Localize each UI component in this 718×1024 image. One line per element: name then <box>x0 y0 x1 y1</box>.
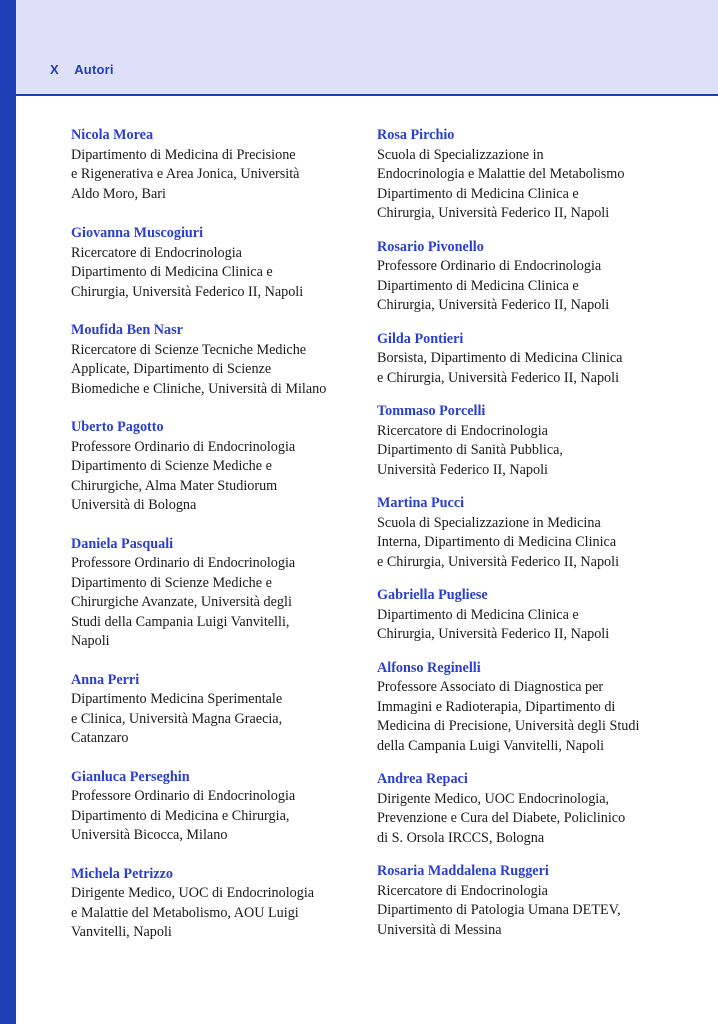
author-affiliation: Dipartimento Medicina Sperimentale e Clinica, Università Magna Graecia, Catanzaro <box>71 691 283 746</box>
page-number: X <box>50 62 59 77</box>
running-head <box>50 62 114 77</box>
author-affiliation: Ricercatore di Scienze Tecniche Mediche Applicate, Dipartimento di Scienze Biomediche e Cliniche, Università di Milano <box>71 341 327 397</box>
author-name: Rosario Pivonello <box>377 238 484 255</box>
author-name: Anna Perri <box>71 671 140 688</box>
author-affiliation: Dipartimento di Medicina Clinica e Chirurgia, Università Federico II, Napoli <box>377 606 610 642</box>
author-affiliation: Ricercatore di Endocrinologia Dipartimento di Patologia Umana DETEV, Università di Messina <box>377 882 621 938</box>
author-affiliation: Ricercatore di Endocrinologia Dipartimento di Medicina Clinica e Chirurgia, Università Federico II, Napoli <box>71 244 304 300</box>
author-name: Alfonso Reginelli <box>377 659 481 676</box>
author-affiliation: Professore Ordinario di Endocrinologia Dipartimento di Scienze Mediche e Chirurgiche, Alma Mater Studiorum Università di Bologna <box>71 438 296 513</box>
page-header <box>16 0 718 94</box>
author-name: Daniela Pasquali <box>71 535 174 552</box>
author-name: Nicola Morea <box>71 127 154 143</box>
author-affiliation: Professore Ordinario di Endocrinologia Dipartimento di Medicina e Chirurgia, Università Bicocca, Milano <box>71 788 296 843</box>
author-affiliation: Borsista, Dipartimento di Medicina Clinica e Chirurgia, Università Federico II, Napoli <box>377 350 623 386</box>
section-title: Autori <box>74 62 114 77</box>
author-entry <box>71 126 361 204</box>
author-entry <box>377 659 677 757</box>
author-name: Andrea Repaci <box>377 771 468 787</box>
author-affiliation: Scuola di Specializzazione in Medicina Interna, Dipartimento di Medicina Clinica e Chirurgia, Università Federico II, Napoli <box>377 514 620 570</box>
right-column <box>377 126 677 940</box>
author-entry <box>377 238 677 316</box>
author-name: Gabriella Pugliese <box>377 587 488 603</box>
author-entry <box>377 770 677 848</box>
side-color-bar <box>0 0 16 1024</box>
header-divider <box>16 94 718 96</box>
author-affiliation: Professore Ordinario di Endocrinologia Dipartimento di Medicina Clinica e Chirurgia, Università Federico II, Napoli <box>377 258 610 313</box>
author-name: Giovanna Muscogiuri <box>71 225 204 241</box>
author-name: Martina Pucci <box>377 495 465 511</box>
author-name: Uberto Pagotto <box>71 419 164 435</box>
author-affiliation: Professore Ordinario di Endocrinologia Dipartimento di Scienze Mediche e Chirurgiche Avanzate, Università degli Studi della Campania Luigi Vanvitelli, Napoli <box>71 555 296 649</box>
author-affiliation: Dipartimento di Medicina di Precisione e Rigenerativa e Area Jonica, Università Aldo Moro, Bari <box>71 146 300 202</box>
author-entry <box>377 126 677 224</box>
author-entry <box>71 671 361 749</box>
author-entry <box>71 418 361 516</box>
author-affiliation: Ricercatore di Endocrinologia Dipartimento di Sanità Pubblica, Università Federico II, Napoli <box>377 422 563 478</box>
author-entry <box>71 768 361 846</box>
author-entry <box>71 321 361 399</box>
left-column <box>71 126 361 943</box>
author-entry <box>71 865 361 943</box>
author-entry <box>71 224 361 302</box>
author-name: Gianluca Perseghin <box>71 768 190 785</box>
author-entry <box>71 535 361 652</box>
author-affiliation: Scuola di Specializzazione in Endocrinologia e Malattie del Metabolismo Dipartimento di Medicina Clinica e Chirurgia, Università Federico II, Napoli <box>377 146 625 221</box>
author-entry <box>377 862 677 940</box>
author-name: Michela Petrizzo <box>71 865 174 882</box>
author-entry <box>377 494 677 572</box>
author-entry <box>377 402 677 480</box>
author-name: Tommaso Porcelli <box>377 403 486 419</box>
author-entry <box>377 586 677 645</box>
author-name: Rosaria Maddalena Ruggeri <box>377 863 549 879</box>
author-name: Moufida Ben Nasr <box>71 322 183 338</box>
author-affiliation: Professore Associato di Diagnostica per Immagini e Radioterapia, Dipartimento di Medicina di Precisione, Università degli Studi della Campania Luigi Vanvitelli, Napoli <box>377 679 640 754</box>
author-affiliation: Dirigente Medico, UOC Endocrinologia, Prevenzione e Cura del Diabete, Policlinico di S. Orsola IRCCS, Bologna <box>377 790 626 846</box>
author-entry <box>377 330 677 389</box>
author-name: Rosa Pirchio <box>377 127 455 143</box>
author-name: Gilda Pontieri <box>377 330 464 347</box>
author-affiliation: Dirigente Medico, UOC di Endocrinologia e Malattie del Metabolismo, AOU Luigi Vanvitelli, Napoli <box>71 885 315 940</box>
